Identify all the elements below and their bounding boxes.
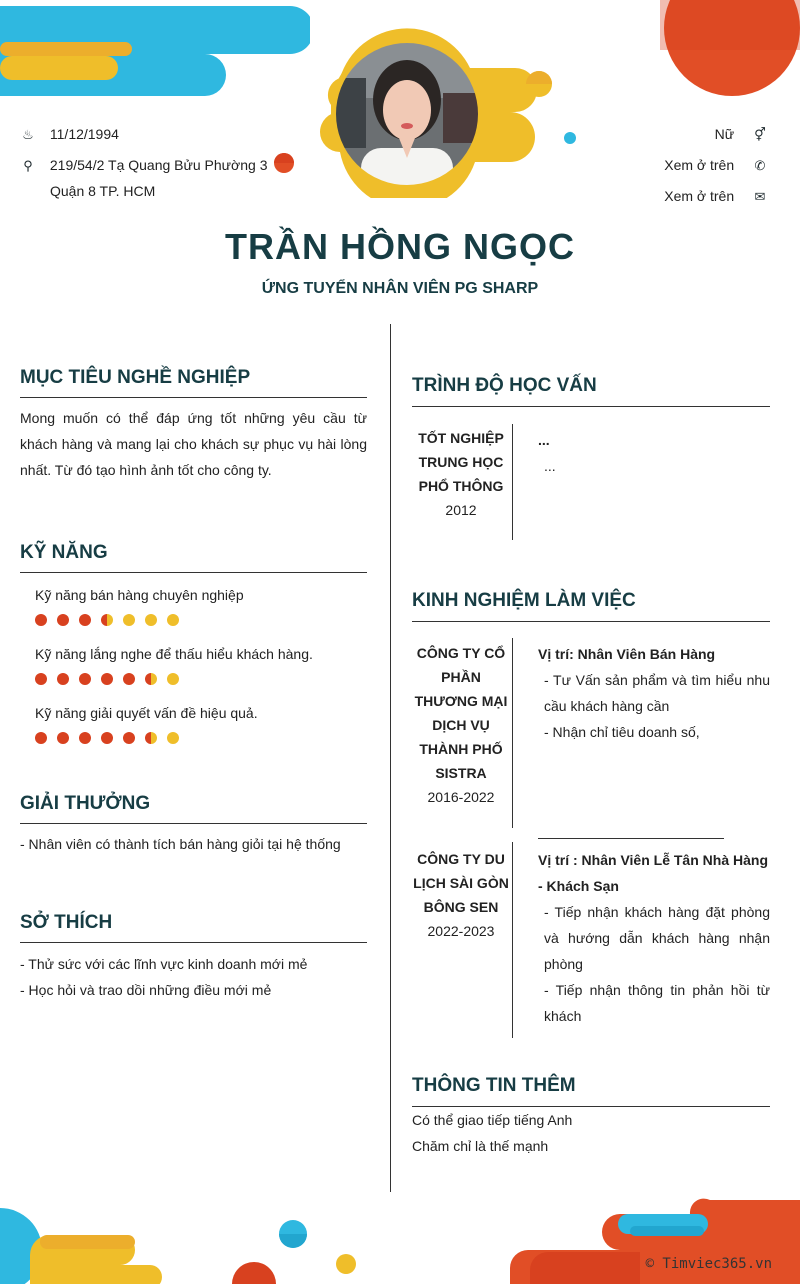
email-row — [664, 183, 768, 210]
hobbies-rule — [20, 942, 367, 943]
skill-label: Kỹ năng bán hàng chuyên nghiệp — [35, 587, 244, 603]
rating-dot — [35, 732, 47, 744]
location-pin-icon: ⚲ — [23, 158, 33, 173]
school-year: 2012 — [445, 502, 477, 518]
rating-dot — [101, 614, 113, 626]
bottom-left-decoration — [0, 1200, 380, 1284]
rating-dot — [57, 732, 69, 744]
rating-dot — [123, 614, 135, 626]
rating-dot — [35, 614, 47, 626]
address-row — [20, 152, 268, 179]
additional-title: THÔNG TIN THÊM — [412, 1075, 576, 1096]
job-1-duty-1: - Tư Vấn sản phẩm và tìm hiểu nhu cầu khách hàng cần — [544, 672, 770, 714]
skill-label: Kỹ năng giải quyết vấn đề hiệu quả. — [35, 705, 258, 721]
education-heading: ... — [538, 432, 550, 448]
address-line1: 219/54/2 Tạ Quang Bửu Phường 3 — [49, 157, 268, 173]
experience-rule — [412, 621, 770, 622]
hobbies-title: SỞ THÍCH — [20, 912, 113, 933]
job-1-duty-2: - Nhận chỉ tiêu doanh số, — [544, 724, 700, 740]
rating-dot — [79, 673, 91, 685]
awards-rule — [20, 823, 367, 824]
job-2-company-name: CÔNG TY DU LỊCH SÀI GÒN BÔNG SEN — [413, 851, 509, 915]
job-1-timeline-bar — [512, 638, 513, 828]
cake-icon: ♨ — [22, 127, 34, 142]
skill-rating — [35, 673, 179, 685]
awards-title: GIẢI THƯỞNG — [20, 793, 151, 814]
job-2-role: Vị trí : Nhân Viên Lễ Tân Nhà Hàng - Khách Sạn — [538, 852, 768, 894]
rating-dot — [101, 732, 113, 744]
objective-text: Mong muốn có thể đáp ứng tốt những yêu cầu từ khách hàng và mang lại cho khách sự phục vụ hài lòng nhất. Từ đó tạo hình ảnh tốt cho công ty. — [20, 410, 367, 478]
candidate-name: TRẦN HỒNG NGỌC — [225, 226, 575, 267]
watermark: © Timviec365.vn — [645, 1256, 772, 1272]
phone-row — [664, 152, 768, 179]
gender-text: Nữ — [714, 126, 735, 142]
rating-dot — [145, 614, 157, 626]
address-row-2 — [50, 178, 155, 204]
rating-dot — [145, 673, 157, 685]
school-name: TỐT NGHIỆP TRUNG HỌC PHỔ THÔNG — [418, 430, 504, 494]
rating-dot — [35, 673, 47, 685]
job-2-company — [412, 847, 510, 943]
job-2-timeline-bar — [512, 842, 513, 1038]
job-2-duty-1: - Tiếp nhận khách hàng đặt phòng và hướng dẫn khách hàng nhận phòng — [544, 904, 770, 972]
skills-rule — [20, 572, 367, 573]
profile-photo — [331, 38, 483, 190]
phone-icon: ✆ — [754, 158, 766, 173]
rating-dot — [167, 614, 179, 626]
job-1-period: 2016-2022 — [427, 789, 495, 805]
education-detail: ... — [544, 458, 556, 474]
education-title: TRÌNH ĐỘ HỌC VẤN — [412, 375, 597, 396]
award-item: - Nhân viên có thành tích bán hàng giỏi tại hệ thống — [20, 836, 341, 852]
hobby-item-1: - Thử sức với các lĩnh vực kinh doanh mới mẻ — [20, 956, 308, 972]
job-2-duty-2: - Tiếp nhận thông tin phản hồi từ khách — [544, 982, 770, 1024]
rating-dot — [123, 732, 135, 744]
additional-item-1: Có thể giao tiếp tiếng Anh — [412, 1112, 573, 1128]
column-divider — [390, 324, 391, 1192]
birthday-text: 11/12/1994 — [49, 126, 119, 142]
experience-title: KINH NGHIỆM LÀM VIỆC — [412, 590, 636, 611]
education-school — [412, 426, 510, 522]
gender-icon: ⚥ — [754, 127, 766, 142]
additional-item-2: Chăm chỉ là thế mạnh — [412, 1138, 549, 1154]
job-1-company-name: CÔNG TY CỔ PHẦN THƯƠNG MẠI DỊCH VỤ THÀNH PHỐ SISTRA — [414, 645, 508, 781]
hobby-item-2: - Học hỏi và trao dồi những điều mới mẻ — [20, 982, 272, 998]
top-left-decoration — [0, 0, 310, 100]
rating-dot — [123, 673, 135, 685]
skill-label: Kỹ năng lắng nghe để thấu hiểu khách hàng. — [35, 646, 313, 662]
envelope-icon: ✉ — [754, 189, 766, 204]
job-2-period: 2022-2023 — [427, 923, 495, 939]
job-1-role: Vị trí: Nhân Viên Bán Hàng — [538, 646, 716, 662]
skills-title: KỸ NĂNG — [20, 542, 108, 563]
skill-rating — [35, 614, 179, 626]
rating-dot — [167, 732, 179, 744]
objective-title: MỤC TIÊU NGHỀ NGHIỆP — [20, 367, 251, 388]
rating-dot — [57, 614, 69, 626]
rating-dot — [79, 732, 91, 744]
job-separator — [538, 838, 724, 839]
rating-dot — [101, 673, 113, 685]
phone-text: Xem ở trên — [664, 157, 735, 173]
rating-dot — [79, 614, 91, 626]
position-title: ỨNG TUYỂN NHÂN VIÊN PG SHARP — [261, 280, 539, 297]
education-timeline-bar — [512, 424, 513, 540]
email-text: Xem ở trên — [664, 188, 735, 204]
rating-dot — [145, 732, 157, 744]
objective-rule — [20, 397, 367, 398]
education-rule — [412, 406, 770, 407]
top-right-decoration — [660, 0, 800, 100]
skill-rating — [35, 732, 179, 744]
address-line2: Quận 8 TP. HCM — [50, 183, 156, 199]
gender-row — [715, 121, 768, 148]
red-dot-decoration — [273, 152, 295, 174]
rating-dot — [57, 673, 69, 685]
rating-dot — [167, 673, 179, 685]
job-1-company — [412, 641, 510, 809]
birthday-row — [20, 121, 119, 148]
